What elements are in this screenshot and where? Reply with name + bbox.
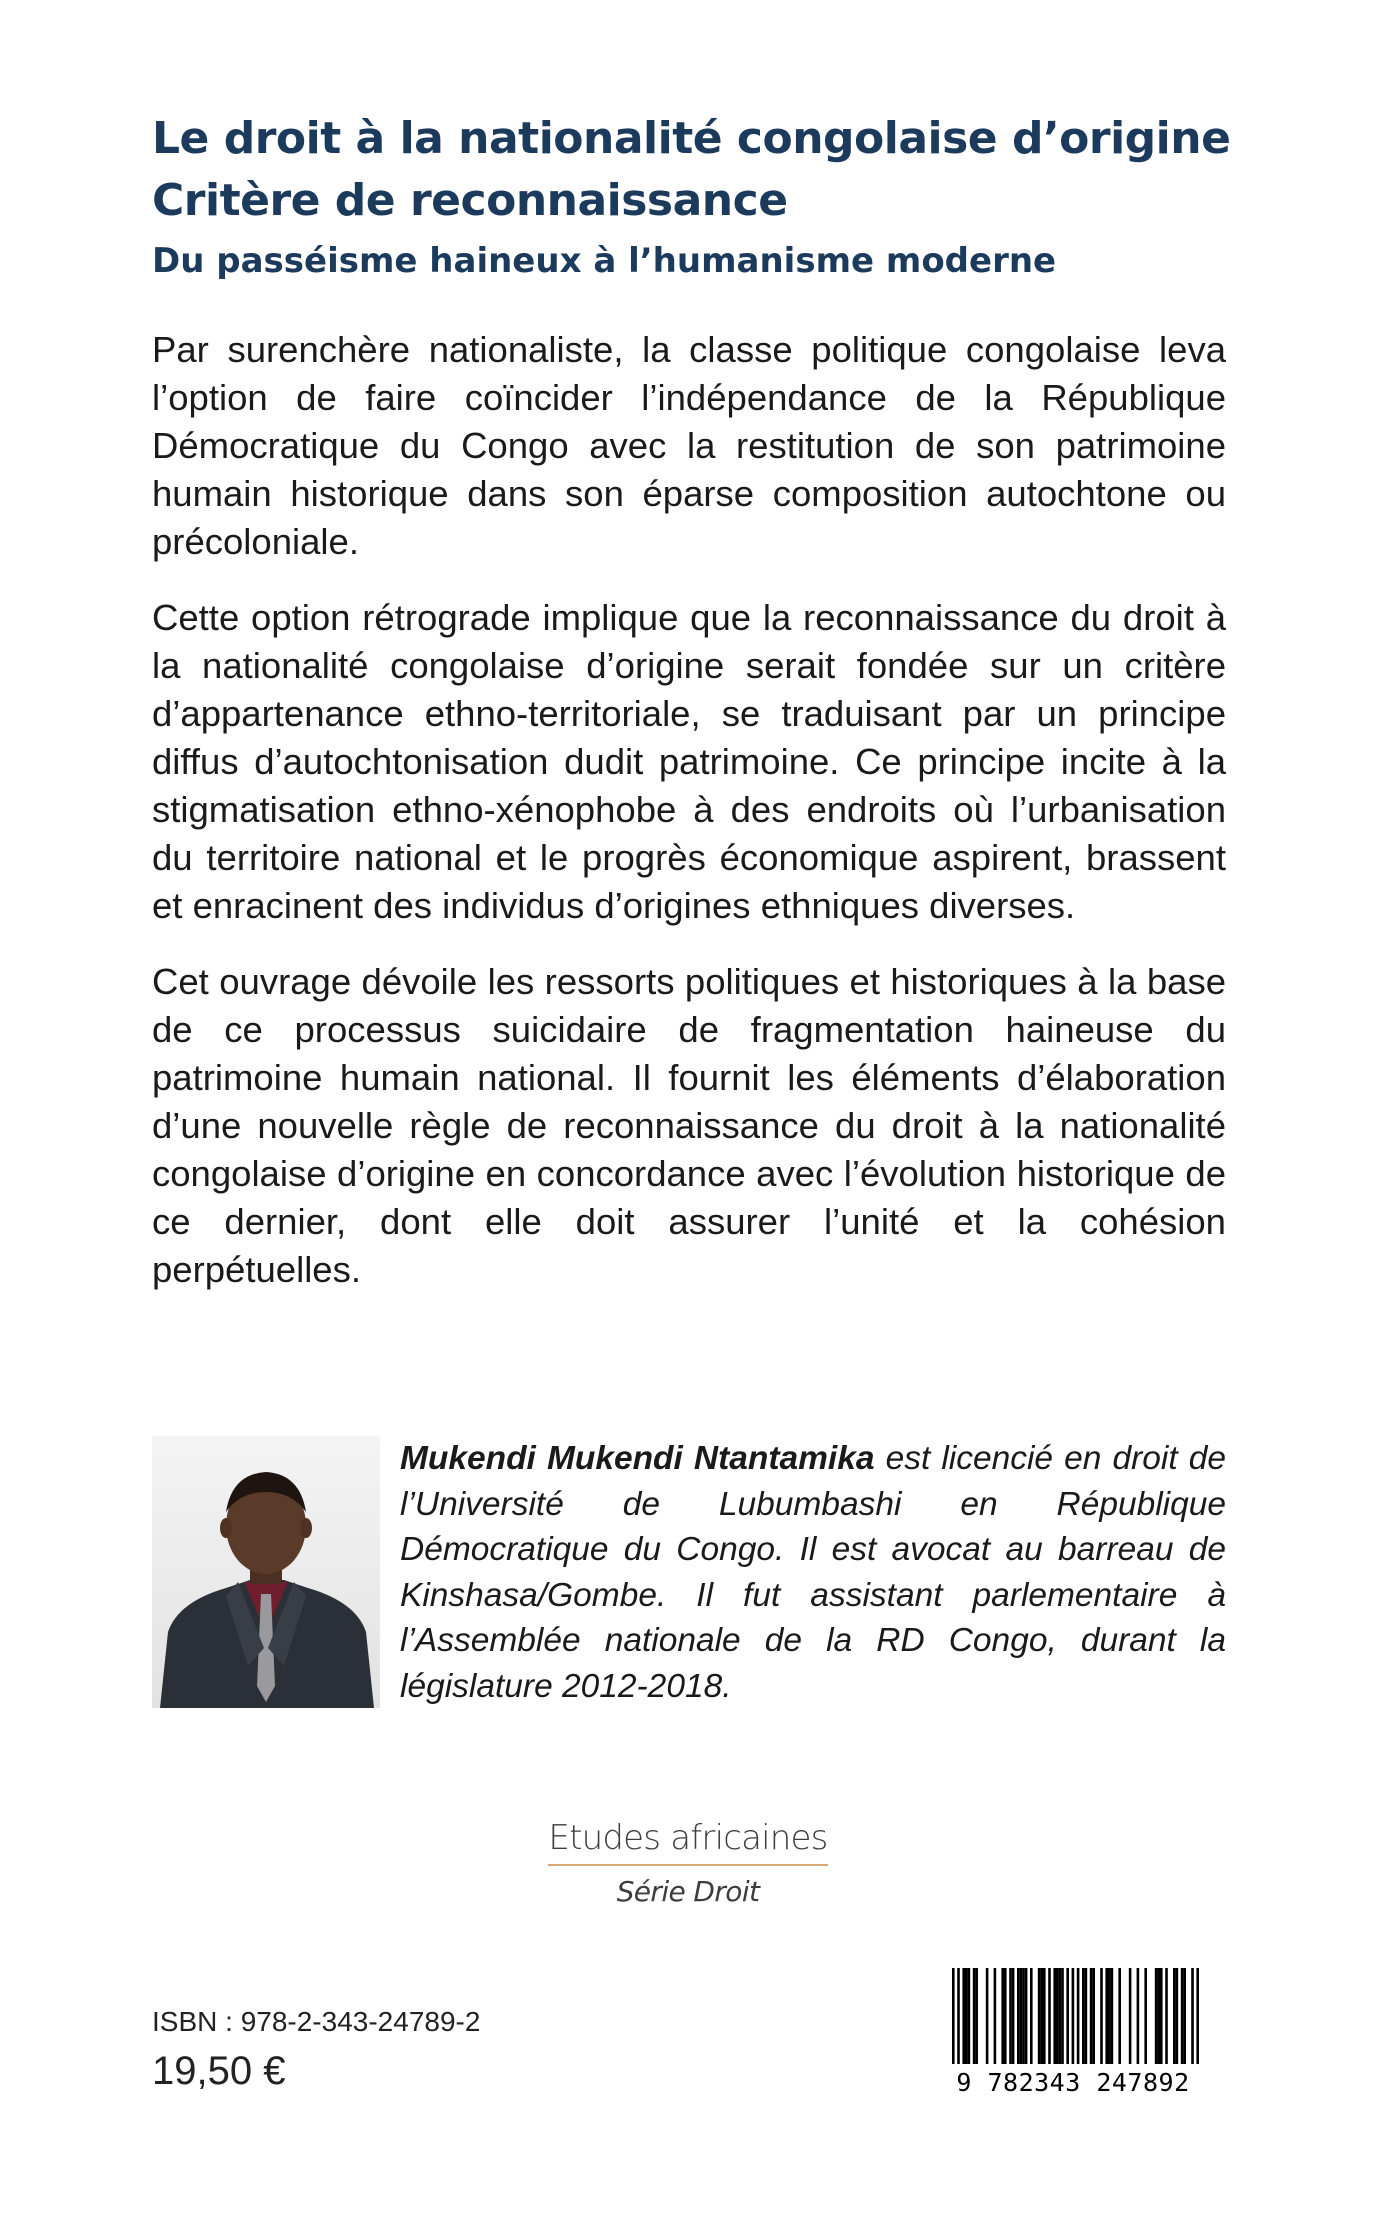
barcode-bar xyxy=(1040,1968,1043,2064)
barcode-bar xyxy=(1056,1968,1059,2064)
book-title-line2: Critère de reconnaissance xyxy=(152,175,788,226)
barcode-bar xyxy=(1059,1968,1062,2064)
barcode-bar xyxy=(1108,1968,1111,2064)
barcode-bar xyxy=(1038,1968,1041,2064)
barcode-bar xyxy=(973,1968,976,2064)
barcode-bar xyxy=(1017,1968,1020,2064)
barcode-bar xyxy=(1118,1968,1121,2064)
barcode-bar xyxy=(1001,1968,1004,2064)
barcode-bar xyxy=(1176,1968,1179,2064)
barcode-bar xyxy=(1082,1968,1085,2064)
barcode-bar xyxy=(986,1968,989,2064)
barcode-bar xyxy=(1004,1968,1007,2064)
barcode xyxy=(942,1968,1204,2104)
barcode-bar xyxy=(1025,1968,1028,2064)
barcode-bar xyxy=(1077,1968,1080,2078)
barcode-bar xyxy=(1144,1968,1147,2064)
series-title: Etudes africaines xyxy=(548,1818,828,1858)
barcode-bar xyxy=(1012,1968,1015,2064)
summary-paragraph-2: Cette option rétrograde implique que la reconnaissance du droit à la nationalité congolaise d’origine serait fondée sur un critère d’appartenance ethno-territoriale, se traduisant par un principe diffus d’autochtonisation dudit patrimoine. Ce principe incite à la stigmatisation ethno-xénophobe à des endroits où l’urbanisation du territoire national et le progrès économique aspirent, brassent et enracinent des individus d’origines ethniques diverses. xyxy=(152,597,1226,926)
barcode-bar xyxy=(1160,1968,1163,2064)
barcode-bar xyxy=(1030,1968,1033,2064)
barcode-number: 9 782343 247892 xyxy=(942,2064,1204,2102)
author-section xyxy=(152,1436,1226,1708)
author-name: Mukendi Mukendi Ntantamika xyxy=(400,1440,875,1477)
summary-text xyxy=(152,326,1226,1322)
barcode-bar xyxy=(1043,1968,1046,2064)
barcode-bar xyxy=(1053,1968,1056,2064)
barcode-bar xyxy=(1066,1968,1069,2064)
barcode-bar xyxy=(1090,1968,1093,2064)
barcode-bar xyxy=(1100,1968,1103,2064)
summary-paragraph-1: Par surenchère nationaliste, la classe politique congolaise leva l’option de faire coïncider l’indépendance de la République Démocratique du Congo avec la restitution de son patrimoine humain historique dans son éparse composition autochtone ou précoloniale. xyxy=(152,329,1226,562)
author-photo xyxy=(152,1436,380,1708)
barcode-bar xyxy=(1092,1968,1095,2064)
barcode-bar xyxy=(975,1968,978,2064)
title-block xyxy=(152,108,1252,286)
author-bio xyxy=(400,1436,1226,1709)
barcode-bar xyxy=(1181,1968,1184,2064)
price-label: 19,50 € xyxy=(152,2049,286,2093)
book-subtitle: Du passéisme haineux à l’humanisme moderne xyxy=(152,241,1057,281)
barcode-bar xyxy=(1155,1968,1158,2064)
barcode-bar xyxy=(1173,1968,1176,2064)
barcode-bar xyxy=(1048,1968,1051,2064)
series-divider xyxy=(548,1864,828,1866)
barcode-bar xyxy=(1129,1968,1132,2064)
barcode-bar xyxy=(968,1968,971,2064)
author-bio-text: est licencié en droit de l’Université de Lubumbashi en République Démocratique du Congo. Il est avocat au barreau de Kinshasa/Gombe. Il fut assistant parlementaire à l’Assemblée nationale de la RD Congo, durant la législature 2012-2018. xyxy=(400,1440,1226,1705)
series-block xyxy=(548,1816,828,1912)
barcode-bar xyxy=(1105,1968,1108,2064)
book-title-line1: Le droit à la nationalité congolaise d’origine xyxy=(152,113,1231,164)
barcode-bar xyxy=(952,1968,955,2078)
barcode-bar xyxy=(1022,1968,1025,2064)
barcode-bar xyxy=(1072,1968,1075,2078)
barcode-bar xyxy=(965,1968,968,2064)
barcode-bar xyxy=(1085,1968,1088,2064)
barcode-bar xyxy=(1191,1968,1194,2078)
barcode-bar xyxy=(994,1968,997,2064)
barcode-bar xyxy=(962,1968,965,2064)
series-subtitle: Série Droit xyxy=(616,1875,760,1908)
barcode-bar xyxy=(1061,1968,1064,2064)
barcode-bar xyxy=(1020,1968,1023,2064)
barcode-bar xyxy=(1137,1968,1140,2064)
barcode-bar xyxy=(1157,1968,1160,2064)
barcode-bar xyxy=(1165,1968,1168,2064)
barcode-bar xyxy=(1196,1968,1199,2078)
isbn-label: ISBN : 978-2-343-24789-2 xyxy=(152,2006,481,2037)
summary-paragraph-3: Cet ouvrage dévoile les ressorts politiques et historiques à la base de ce processus suicidaire de fragmentation haineuse du patrimoine humain national. Il fournit les éléments d’élaboration d’une nouvelle règle de reconnaissance du droit à la nationalité congolaise d’origine en concordance avec l’évolution historique de ce dernier, dont elle doit assurer l’unité et la cohésion perpétuelles. xyxy=(152,961,1226,1290)
barcode-bar xyxy=(1009,1968,1012,2064)
barcode-bar xyxy=(1183,1968,1186,2064)
barcode-bar xyxy=(1111,1968,1114,2064)
barcode-bar xyxy=(957,1968,960,2078)
